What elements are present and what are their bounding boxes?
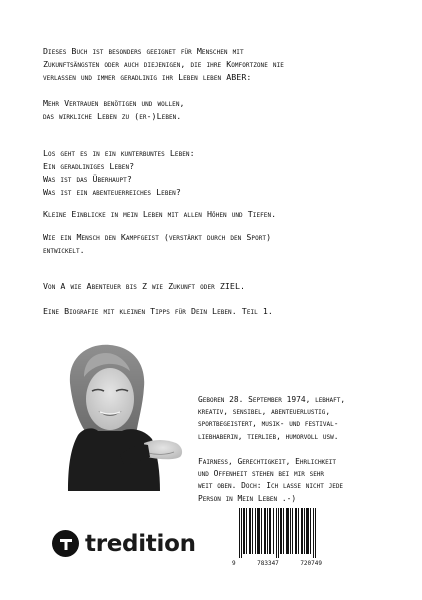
publisher-name: tredition	[85, 530, 196, 557]
glimpse-paragraph	[43, 208, 393, 221]
question-line: Los geht es in ein kunterbuntes Leben:	[43, 148, 195, 158]
intro-line: Zukunftsängsten oder auch diejenigen, die ihre Komfortzone nie	[43, 59, 284, 69]
bio-values-line: und Offenheit stehen bei mir sehr	[198, 469, 325, 479]
trust-paragraph	[43, 97, 393, 123]
intro-line: verlassen und immer geradlinig ihr Leben leben ABER:	[43, 72, 252, 82]
bio-values	[198, 456, 403, 505]
isbn-barcode	[232, 506, 322, 568]
question-line: Was ist ein abenteuerreiches Leben?	[43, 187, 181, 197]
bio-values-line: Person in Mein Leben .-)	[198, 493, 297, 503]
trust-line: das wirkliche Leben zu (er-)Leben.	[43, 111, 182, 121]
author-photo	[48, 343, 188, 491]
bio-facts-line: liebhaberin, tierlieb, humorvoll usw.	[198, 431, 339, 441]
bio-facts-line: sportbegeistert, musik- und festival-	[198, 419, 339, 429]
barcode-digit-group: 783347	[257, 560, 279, 567]
questions-paragraph	[43, 147, 393, 199]
trust-line: Mehr Vertrauen benötigen und wollen,	[43, 98, 185, 108]
barcode-number	[232, 560, 322, 567]
bio-facts-line: kreativ, sensibel, abenteuerlustig,	[198, 407, 331, 417]
intro-paragraph	[43, 45, 393, 84]
fighting-spirit-paragraph	[43, 231, 393, 257]
a-to-z-paragraph	[43, 280, 393, 293]
bio-facts-line: Geboren 28. September 1974, lebhaft,	[198, 395, 346, 404]
question-line: Ein geradliniges Leben?	[43, 161, 135, 171]
biography-line: Eine Biografie mit kleinen Tipps für Dein Leben. Teil 1.	[43, 306, 273, 316]
bio-facts	[198, 394, 403, 443]
a-to-z-line: Von A wie Abenteuer bis Z wie Zukunft oder ZIEL.	[43, 281, 246, 291]
barcode-digit-group: 720749	[300, 560, 322, 567]
tredition-mark-icon	[52, 530, 79, 557]
bio-values-line: Fairness, Gerechtigkeit, Ehrlichkeit	[198, 457, 337, 466]
bio-values-line: weit oben. Doch: Ich lasse nicht jede	[198, 481, 344, 491]
glimpse-line: Kleine Einblicke in mein Leben mit allen Höhen und Tiefen.	[43, 209, 277, 219]
publisher-logo	[52, 530, 196, 557]
fighting-spirit-line: Wie ein Mensch den Kampfgeist (verstärkt durch den Sport)	[43, 232, 272, 242]
barcode-digit-group: 9	[232, 560, 236, 567]
intro-line: Dieses Buch ist besonders geeignet für Menschen mit	[43, 46, 244, 56]
fighting-spirit-line: entwickelt.	[43, 245, 85, 255]
barcode-bars-icon	[232, 506, 322, 558]
question-line: Was ist das Überhaupt?	[43, 174, 132, 184]
biography-paragraph	[43, 305, 393, 318]
